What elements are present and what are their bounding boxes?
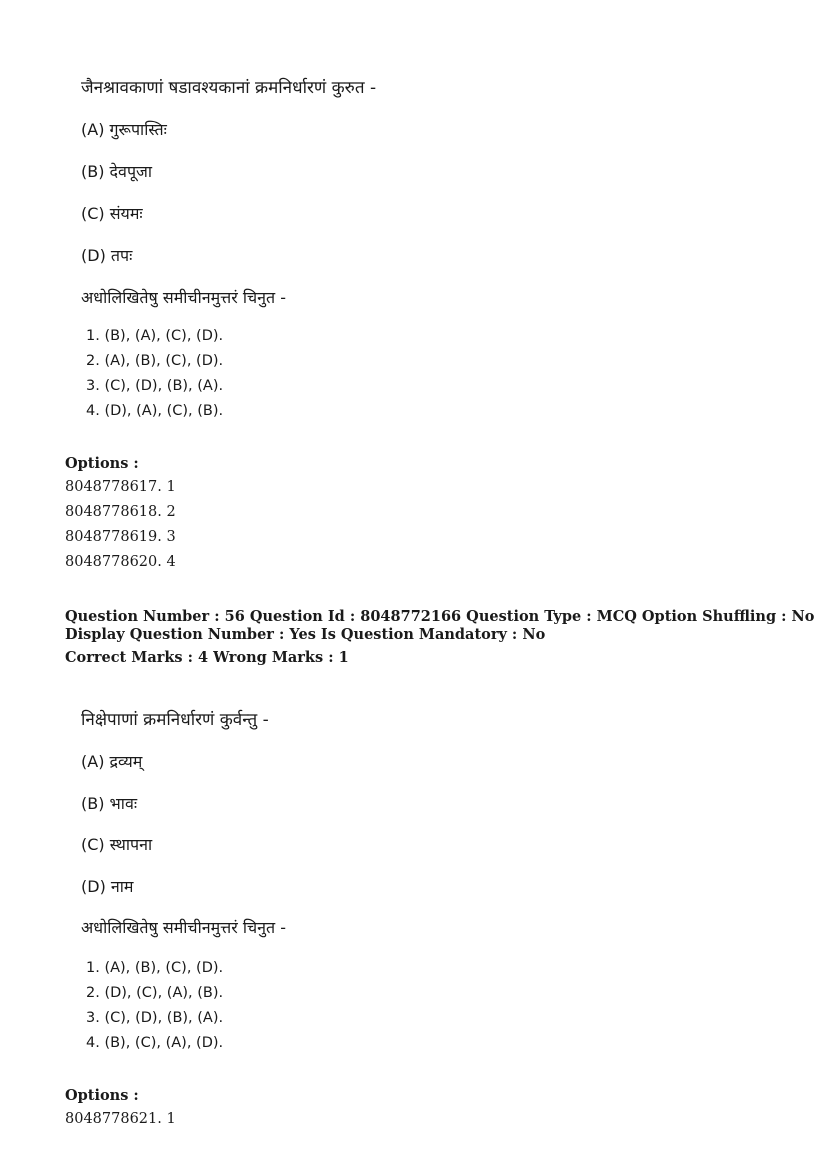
q56-answer-3: 3. (C), (D), (B), (A). <box>86 1010 224 1026</box>
q55-item-a: (A) गुरूपास्तिः <box>81 120 167 139</box>
q55-item-c: (C) संयमः <box>81 204 143 223</box>
q55-answer-4: 4. (D), (A), (C), (B). <box>86 403 224 419</box>
q56-header-line-1: Question Number : 56 Question Id : 8048772166 Question Type : MCQ Option Shuffling : No <box>65 608 815 625</box>
q55-item-b: (B) देवपूजा <box>81 162 153 181</box>
q56-answer-4: 4. (B), (C), (A), (D). <box>86 1035 224 1051</box>
q56-instruction: अधोलिखितेषु समीचीनमुत्तरं चिनुत - <box>81 918 287 937</box>
q56-item-a: (A) द्रव्यम् <box>81 752 143 771</box>
q55-answer-1: 1. (B), (A), (C), (D). <box>86 328 224 344</box>
q56-options-label: Options : <box>65 1087 139 1104</box>
q55-option-3: 8048778619. 3 <box>65 529 176 545</box>
q55-instruction: अधोलिखितेषु समीचीनमुत्तरं चिनुत - <box>81 288 287 307</box>
q55-answer-2: 2. (A), (B), (C), (D). <box>86 353 224 369</box>
q56-item-d: (D) नाम <box>81 877 134 896</box>
q56-item-c: (C) स्थापना <box>81 835 153 854</box>
q56-option-1: 8048778621. 1 <box>65 1111 176 1127</box>
q56-marks: Correct Marks : 4 Wrong Marks : 1 <box>65 649 349 666</box>
q56-item-b: (B) भावः <box>81 794 138 813</box>
q56-answer-2: 2. (D), (C), (A), (B). <box>86 985 224 1001</box>
q56-answer-1: 1. (A), (B), (C), (D). <box>86 960 224 976</box>
q55-option-2: 8048778618. 2 <box>65 504 176 520</box>
q56-header-line-2: Display Question Number : Yes Is Question Mandatory : No <box>65 626 546 643</box>
q55-item-d: (D) तपः <box>81 246 133 265</box>
question-56-stem: निक्षेपाणां क्रमनिर्धारणं कुर्वन्तु - <box>81 710 269 730</box>
question-55-stem: जैनश्रावकाणां षडावश्यकानां क्रमनिर्धारणं कुरुत - <box>81 78 377 98</box>
q55-answer-3: 3. (C), (D), (B), (A). <box>86 378 224 394</box>
q55-option-4: 8048778620. 4 <box>65 554 176 570</box>
q55-option-1: 8048778617. 1 <box>65 479 176 495</box>
q55-options-label: Options : <box>65 455 139 472</box>
